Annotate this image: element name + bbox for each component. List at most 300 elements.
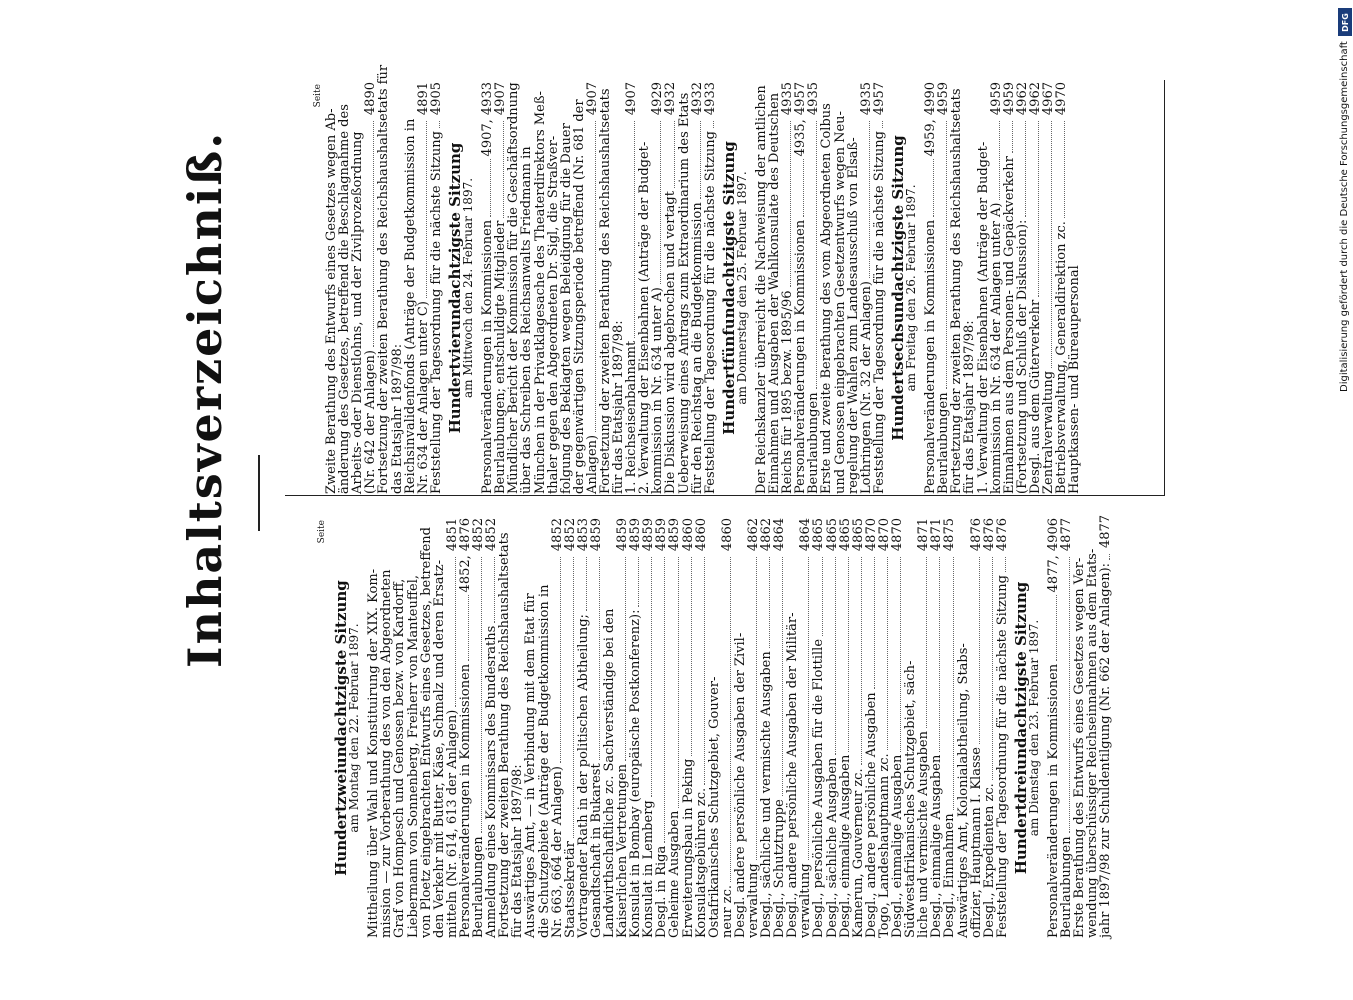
toc-entry	[970, 518, 983, 938]
entry-text: Togo, Landeshauptmann zc.	[876, 753, 892, 938]
leader-dots	[704, 557, 705, 785]
toc-entry	[520, 82, 533, 494]
page-number: 4864	[772, 518, 788, 552]
entry-text: Mündlicher Bericht der Kommission für die Geschäftsordnung	[506, 82, 522, 494]
leader-dots	[790, 121, 791, 287]
entry-text: das Etatsjahr 1897/98:	[389, 343, 405, 494]
toc-entry	[538, 518, 551, 938]
page-number: 4891	[415, 82, 431, 116]
entry-text: 1. Verwaltung der Eisenbahnen (Anträge der Budget-	[975, 141, 991, 494]
entry-text: Feststellung der Tagesordnung für die nächste Sitzung	[871, 131, 887, 494]
entry-text: Anmeldung eines Kommissars des Bundesraths	[484, 625, 500, 938]
toc-entry	[873, 82, 886, 494]
column-divider-bottom	[285, 495, 1165, 496]
entry-text: über das Schreiben des Reichsanwalts Friedmann in	[519, 146, 535, 494]
entry-text: Vortragender Rath in der politischen Abtheilung;	[575, 614, 591, 938]
entry-text: Ostafrikanisches Schutzgebiet, Gouver-	[706, 676, 722, 938]
section-date: am Freitag den 26. Februar 1897.	[904, 184, 919, 392]
entry-text: Personalveränderungen in Kommissionen	[480, 219, 496, 494]
page-number: 4935, 4957	[793, 82, 809, 157]
leader-dots	[691, 557, 692, 756]
leader-dots	[1025, 121, 1026, 217]
entry-text: Geheime Ausgaben	[667, 810, 683, 938]
page-number: 4870	[876, 518, 892, 552]
digitization-credit: Digitalisierung gefördert durch die Deutsche Forschungsgemeinschaft	[1339, 41, 1350, 392]
toc-entry	[577, 518, 590, 938]
entry-text: Desgl., andere persönliche Ausgaben der Militär-	[785, 612, 801, 938]
leader-dots	[882, 121, 883, 128]
entry-text: Beurlaubungen	[936, 392, 952, 494]
page-number: 4959, 4990	[923, 82, 939, 157]
entry-text: Fortsetzung der zweiten Berathung des Reichshaushaltsetats	[497, 532, 513, 938]
entry-text: Kamerun, Gouverneur zc.	[850, 768, 866, 938]
toc-entry	[407, 518, 420, 938]
entry-text: Ueberweisung eines Antrags zum Extraordinarium des Etats	[676, 92, 692, 494]
entry-text: Gesandtschaft in Bukarest	[588, 763, 604, 938]
leader-dots	[803, 159, 804, 216]
leader-dots	[660, 121, 661, 284]
entry-text: Personalveränderungen in Kommissionen	[923, 219, 939, 494]
entry-text: Konsulat in Lemberg	[641, 800, 657, 938]
page-number: 4862	[759, 518, 775, 552]
leader-dots	[874, 557, 875, 689]
page-number: 4959	[988, 82, 1004, 116]
entry-text: Feststellung der Tagesordnung für die nächste Sitzung	[702, 131, 718, 494]
leader-dots	[756, 557, 757, 860]
page-number: 4859	[628, 518, 644, 552]
entry-text: Fortsetzung der zweiten Berathung des Reichshaushaltsetats	[949, 88, 965, 494]
entry-text: neur zc.	[719, 884, 735, 938]
page-number: 4859	[615, 518, 631, 552]
toc-entry	[996, 518, 1009, 938]
page-number: 4935	[858, 82, 874, 116]
toc-entry	[812, 518, 825, 938]
page-number: 4876	[994, 518, 1010, 552]
leader-dots	[1064, 121, 1065, 218]
leader-dots	[490, 159, 491, 216]
entry-text: für das Etatsjahr 1897/98:	[962, 320, 978, 494]
page-number: 4859	[588, 518, 604, 552]
entry-text: Landwirthschaftliche zc. Sachverständige bei den	[601, 608, 617, 938]
entry-text: 1. Reichseisenbahnamt	[624, 340, 640, 494]
section-date: am Mittwoch den 24. Februar 1897.	[461, 177, 476, 399]
toc-entry	[1068, 82, 1081, 494]
page-number: 4907	[624, 82, 640, 116]
leader-dots	[848, 557, 849, 752]
toc-entry	[682, 518, 695, 938]
leader-dots	[1038, 121, 1039, 297]
page-number: 4859	[641, 518, 657, 552]
leader-dots	[468, 595, 469, 660]
entry-text: von Ploetz eingebrachten Entwurfs eines Gesetzes, betreffend	[418, 527, 434, 938]
page-number: 4852, 4876	[457, 518, 473, 593]
page-number: 4865	[850, 518, 866, 552]
leader-dots	[599, 557, 600, 760]
leader-dots	[992, 557, 993, 780]
leader-dots	[887, 557, 888, 750]
entry-text: Erste und zweite Berathung des vom Abgeordneten Colbus	[819, 103, 835, 494]
toc-entry	[586, 82, 599, 494]
entry-text: für den Reichstag an die Budgetkommission	[689, 202, 705, 494]
section-heading: Hundertsechsundachtzigste Sitzung	[888, 135, 907, 441]
entry-text: die Schutzgebiete (Anträge der Budgetkommission in	[536, 584, 552, 938]
section-heading: Hundertdreiundachtzigste Sitzung	[1011, 581, 1030, 875]
entry-text: thaler gegen den Abgeordneten Dr. Sigl, die Straßver-	[545, 135, 561, 494]
leader-dots	[1056, 595, 1057, 660]
entry-text: Desgl. aus dem Güterverkehr	[1027, 299, 1043, 494]
entry-text: regelung der Wahlen zum Landesausschuß von Elsaß-	[845, 137, 861, 494]
leader-dots	[979, 557, 980, 744]
page-number: 4852	[471, 518, 487, 552]
leader-dots	[1109, 554, 1110, 560]
entry-text: Die Diskussion wird abgebrochen und vertagt	[663, 191, 679, 494]
entry-text: Hauptkassen- und Büreaupersonal	[1067, 265, 1083, 494]
entry-text: Zweite Berathung des Entwurfs eines Gesetzes wegen Ab-	[324, 108, 340, 494]
entry-text: München in der Privatklagesache des Theaterdirektors Meß-	[532, 91, 548, 494]
page-number: 4933	[702, 82, 718, 116]
page-number: 4935	[780, 82, 796, 116]
leader-dots	[953, 557, 954, 810]
entry-text: folgung des Beklagten wegen Beleidigung für die Dauer	[558, 123, 574, 494]
leader-dots	[933, 159, 934, 216]
entry-text: mission — zur Vorberathung des von den Abgeordneten	[379, 569, 395, 938]
entry-text: Graf von Hompesch und Genossen bezw. von Kardorff,	[392, 578, 408, 938]
page-number: 4859	[654, 518, 670, 552]
page-number: 4907, 4933	[480, 82, 496, 157]
section-date: am Dienstag den 23. Februar 1897.	[1026, 619, 1041, 837]
leader-dots	[373, 121, 374, 347]
toc-entry	[564, 518, 577, 938]
leader-dots	[455, 557, 456, 707]
toc-entry	[977, 82, 990, 494]
toc-entry	[1016, 82, 1029, 494]
page-number: 4967	[1040, 82, 1056, 116]
page-title: Inhaltsverzeichniß.	[178, 130, 232, 668]
toc-entry	[446, 518, 459, 938]
entry-text: Reichs für 1895 bezw. 1895/96	[780, 290, 796, 494]
leader-dots	[625, 557, 626, 761]
entry-text: Fortsetzung der zweiten Berathung des Reichshaushaltsetats	[597, 88, 613, 494]
leader-dots	[1069, 557, 1070, 833]
page-number: 4853	[575, 518, 591, 552]
entry-text: Kaiserlichen Vertretungen	[615, 764, 631, 938]
toc-entry	[834, 82, 847, 494]
entry-text: Konsulatsgebühren zc.	[693, 787, 709, 938]
page-number: 4865	[837, 518, 853, 552]
entry-text: verwaltung	[798, 863, 814, 938]
leader-dots	[700, 121, 701, 199]
entry-text: Auswärtiges Amt, — in Verbindung mit dem Etat für	[523, 593, 539, 938]
page-number: 4852	[549, 518, 565, 552]
toc-entry	[524, 518, 537, 938]
section-heading: Hundertzweiundachtzigste Sitzung	[332, 580, 351, 876]
toc-entry	[547, 82, 560, 494]
entry-text: Anlagen)	[584, 434, 600, 494]
toc-entry	[865, 518, 878, 938]
leader-dots	[808, 557, 809, 860]
entry-text: Desgl., Expedienten zc.	[981, 783, 997, 938]
entry-text: offizier, Hauptmann I. Klasse	[968, 747, 984, 938]
entry-list	[1046, 514, 1114, 938]
entry-text: Desgl., andere persönliche Ausgaben	[863, 692, 879, 938]
page-number: 4875	[942, 518, 958, 552]
page-number: 4935	[806, 82, 822, 116]
toc-entry	[990, 82, 1003, 494]
toc-entry	[678, 82, 691, 494]
page-number: 4959	[936, 82, 952, 116]
toc-entry	[721, 518, 734, 938]
leader-dots	[674, 121, 675, 188]
page-number: 4871	[916, 518, 932, 552]
entry-text: 2. Verwaltung der Eisenbahnen (Anträge der Budget-	[637, 141, 653, 494]
toc-entry	[404, 82, 417, 494]
entry-text: Beurlaubungen	[1059, 836, 1075, 938]
entry-text: Arbeits- oder Dienstlohns, und der Zivilprozeßordnung	[350, 131, 366, 494]
seite-header-left: Seite	[317, 520, 327, 544]
toc-entry	[1098, 514, 1114, 938]
leader-dots	[651, 557, 652, 797]
page-number: 4876	[968, 518, 984, 552]
leader-dots	[900, 557, 901, 752]
entry-text: Desgl., sächliche und vermischte Ausgaben	[759, 651, 775, 938]
leader-dots	[573, 557, 574, 838]
leader-dots	[869, 121, 870, 278]
section-date: am Montag den 22. Februar 1897.	[347, 623, 362, 833]
entry-text: Desgl., Schutztruppe	[772, 799, 788, 938]
leader-dots	[481, 557, 482, 833]
right-column	[312, 64, 1083, 494]
section-heading: Hundertvierundachtzigste Sitzung	[445, 142, 464, 434]
entry-text: Feststellung der Tagesordnung für die nächste Sitzung	[428, 131, 444, 494]
page-number: 4929	[650, 82, 666, 116]
entry-text: Einnahmen aus dem Personen- und Gepäckverkehr	[1001, 156, 1017, 494]
toc-entry	[691, 82, 704, 494]
entry-text: Desgl. in Riga	[654, 845, 670, 938]
leader-dots	[503, 121, 504, 218]
entry-list	[755, 82, 886, 494]
leader-dots	[1012, 121, 1013, 153]
leader-dots	[1005, 557, 1006, 572]
leader-dots	[835, 557, 836, 755]
page-number: 4877	[1098, 514, 1114, 549]
toc-entry	[695, 518, 708, 938]
page-number: 4851	[444, 518, 460, 552]
leader-dots	[926, 557, 927, 728]
leader-dots	[634, 121, 635, 338]
page-number: 4970	[1054, 82, 1070, 116]
entry-text: Nr. 634 der Anlagen unter C)	[415, 301, 431, 494]
toc-entry	[417, 82, 430, 494]
leader-dots	[730, 557, 731, 882]
toc-entry	[534, 82, 547, 494]
toc-entry	[393, 518, 406, 938]
page-number: 4864	[798, 518, 814, 552]
page-number: 4865	[811, 518, 827, 552]
entry-text: Desgl., einmalige Ausgaben	[929, 754, 945, 938]
entry-text: kommission in Nr. 634 der Anlagen unter A)	[988, 202, 1004, 494]
entry-text: Reichsinvalidenfonds (Anträge der Budgetkommission in	[402, 118, 418, 494]
toc-entry	[983, 518, 996, 938]
left-column	[316, 514, 1114, 938]
page-number: 4959	[1001, 82, 1017, 116]
toc-entry	[391, 82, 404, 494]
leader-dots	[816, 121, 817, 389]
page-number: 4876	[981, 518, 997, 552]
entry-text: liche und vermischte Ausgaben	[916, 731, 932, 938]
leader-dots	[426, 121, 427, 298]
entry-text: Liebermann von Sonnenberg, Freiherr von Manteuffel,	[405, 574, 421, 938]
entry-text: (Nr. 642 der Anlagen)	[363, 350, 379, 494]
entry-text: Konsulat in Bombay (europäische Postkonferenz):	[628, 609, 644, 938]
page-number: 4870	[863, 518, 879, 552]
toc-entry	[860, 82, 873, 494]
toc-entry	[551, 518, 564, 938]
entry-text: Desgl., sächliche Ausgaben	[824, 757, 840, 938]
entry-text: Nr. 663, 664 der Anlagen)	[549, 766, 565, 938]
page-number: 4877, 4906	[1046, 518, 1062, 593]
leader-dots	[946, 121, 947, 389]
toc-entry	[560, 82, 573, 494]
dfg-logo: DFG	[1338, 8, 1352, 36]
entry-text: Desgl., Einnahmen	[942, 813, 958, 938]
entry-text: Mittheilung über Wahl und Konstituirung der XIX. Kom-	[366, 568, 382, 938]
toc-entry	[664, 82, 677, 494]
entry-text: Desgl., einmalige Ausgaben	[837, 754, 853, 938]
entry-text: Personalveränderungen in Kommissionen	[793, 219, 809, 494]
entry-text: für das Etatsjahr 1897/98:	[611, 320, 627, 494]
seite-header-right: Seite	[313, 84, 323, 108]
toc-entry	[852, 518, 865, 938]
toc-entry	[839, 518, 852, 938]
leader-dots	[560, 557, 561, 763]
toc-entry	[433, 518, 446, 938]
page-number: 4871	[929, 518, 945, 552]
section-heading: Hundertfünfundachtzigste Sitzung	[719, 141, 738, 435]
leader-dots	[595, 121, 596, 432]
page-number: 4877	[1059, 518, 1075, 552]
entry-text: kommission in Nr. 634 unter A)	[650, 287, 666, 494]
page-number: 4907	[584, 82, 600, 116]
toc-entry	[826, 518, 839, 938]
page-number: 4932	[689, 82, 705, 116]
page-number: 4859	[667, 518, 683, 552]
entry-text: mitteln (Nr. 614, 613 der Anlagen)	[444, 709, 460, 938]
toc-entry	[963, 82, 976, 494]
toc-entry	[1029, 82, 1042, 494]
section-date: am Donnerstag den 25. Februar 1897.	[734, 171, 749, 405]
leader-dots	[822, 557, 823, 636]
leader-dots	[861, 557, 862, 765]
page-number: 4962	[1014, 82, 1030, 116]
toc-entry	[957, 518, 970, 938]
toc-entry	[704, 82, 717, 494]
entry-text: der gegenwärtigen Sitzungsperiode betreffend (Nr. 681 der	[571, 99, 587, 494]
toc-entry	[708, 518, 721, 938]
leader-dots	[782, 557, 783, 796]
entry-text: Beurlaubungen; entschuldigte Mitglieder	[493, 220, 509, 494]
page-number: 4860	[693, 518, 709, 552]
page-number: 4852	[484, 518, 500, 552]
leader-dots	[439, 121, 440, 128]
leader-dots	[713, 121, 714, 128]
entry-text: Erste Berathung des Entwurfs eines Gesetzes wegen Ver-	[1072, 557, 1088, 938]
entry-text: änderung des Gesetzes, betreffend die Beschlagnahme des	[337, 104, 353, 494]
column-divider	[1164, 80, 1165, 495]
entry-list	[367, 518, 1009, 938]
entry-text: Feststellung der Tagesordnung für die nächste Sitzung	[994, 575, 1010, 938]
entry-text: (Fortsetzung und Schluß der Diskussion):	[1014, 219, 1030, 494]
page-number: 4862	[746, 518, 761, 552]
leader-dots	[939, 557, 940, 752]
toc-entry	[573, 82, 586, 494]
entry-text: Auswärtiges Amt, Kolonialabtheilung, Stabs-	[955, 643, 971, 938]
entry-text: Desgl., einmalige Ausgaben	[890, 754, 906, 938]
entry-text: Beurlaubungen	[471, 836, 487, 938]
entry-text: Personalveränderungen in Kommissionen	[1046, 663, 1062, 938]
entry-text: Zentralverwaltung	[1040, 370, 1056, 494]
entry-text: Desgl., persönliche Ausgaben für die Flottille	[811, 638, 827, 938]
page-number: 4932	[663, 82, 679, 116]
entry-text: Erweiterungsbau in Peking	[680, 758, 696, 938]
toc-entry	[1003, 82, 1016, 494]
entry-text: Einnahmen und Ausgaben der Wahlkonsulate des Deutschen	[767, 92, 783, 494]
leader-dots	[1051, 121, 1052, 368]
entry-text: Betriebsverwaltung, Generaldirektion zc.	[1054, 221, 1070, 494]
leader-dots	[769, 557, 770, 648]
entry-text: den Verkehr mit Butter, Käse, Schmalz und deren Ersatz-	[431, 560, 447, 938]
toc-entry	[668, 518, 681, 938]
title-rule	[258, 455, 260, 531]
toc-entry	[430, 82, 443, 494]
entry-text: verwaltung	[746, 863, 761, 938]
entry-text: wendung überschüssiger Reichseinnahmen aus dem Etats-	[1085, 548, 1101, 938]
entry-list	[481, 82, 717, 494]
page-number: 4852	[562, 518, 578, 552]
toc-entry	[590, 518, 603, 938]
entry-text: Desgl. andere persönliche Ausgaben der Zivil-	[732, 632, 748, 938]
toc-entry	[420, 518, 433, 938]
page-number: 4870	[890, 518, 906, 552]
leader-dots	[664, 557, 665, 843]
page-number: 4962	[1027, 82, 1043, 116]
page-number: 4907	[493, 82, 509, 116]
entry-text: Personalveränderungen in Kommissionen	[457, 663, 473, 938]
entry-text: Der Reichskanzler überreicht die Nachweisung der amtlichen	[754, 85, 769, 494]
leader-dots	[638, 557, 639, 607]
toc-entry	[943, 518, 956, 938]
leader-dots	[999, 121, 1000, 200]
toc-entry	[820, 82, 833, 494]
page-number: 4865	[824, 518, 840, 552]
entry-text: Lothringen (Nr. 32 der Anlagen)	[858, 281, 874, 494]
page-number: 4890	[363, 82, 379, 116]
leader-dots	[494, 557, 495, 623]
toc-entry	[847, 82, 860, 494]
toc-entry	[376, 64, 392, 494]
entry-list	[324, 64, 444, 494]
entry-text: und Genossen eingebrachten Gesetzentwurfs wegen Neu-	[832, 111, 848, 494]
page-number: 4860	[719, 518, 735, 552]
leader-dots	[678, 557, 679, 808]
page-number: 4957	[871, 82, 887, 116]
entry-text: jahr 1897/98 zur Schuldentilgung (Nr. 662 der Anlagen):	[1098, 562, 1114, 938]
page-number: 4905	[428, 82, 444, 116]
entry-text: Fortsetzung der zweiten Berathung des Reichshaushaltsetats für	[376, 64, 392, 494]
entry-text: für das Etatsjahr 1897/98:	[510, 764, 526, 938]
leader-dots	[586, 557, 587, 611]
entry-list	[924, 82, 1081, 494]
entry-text: Staatssekretär	[562, 841, 578, 938]
